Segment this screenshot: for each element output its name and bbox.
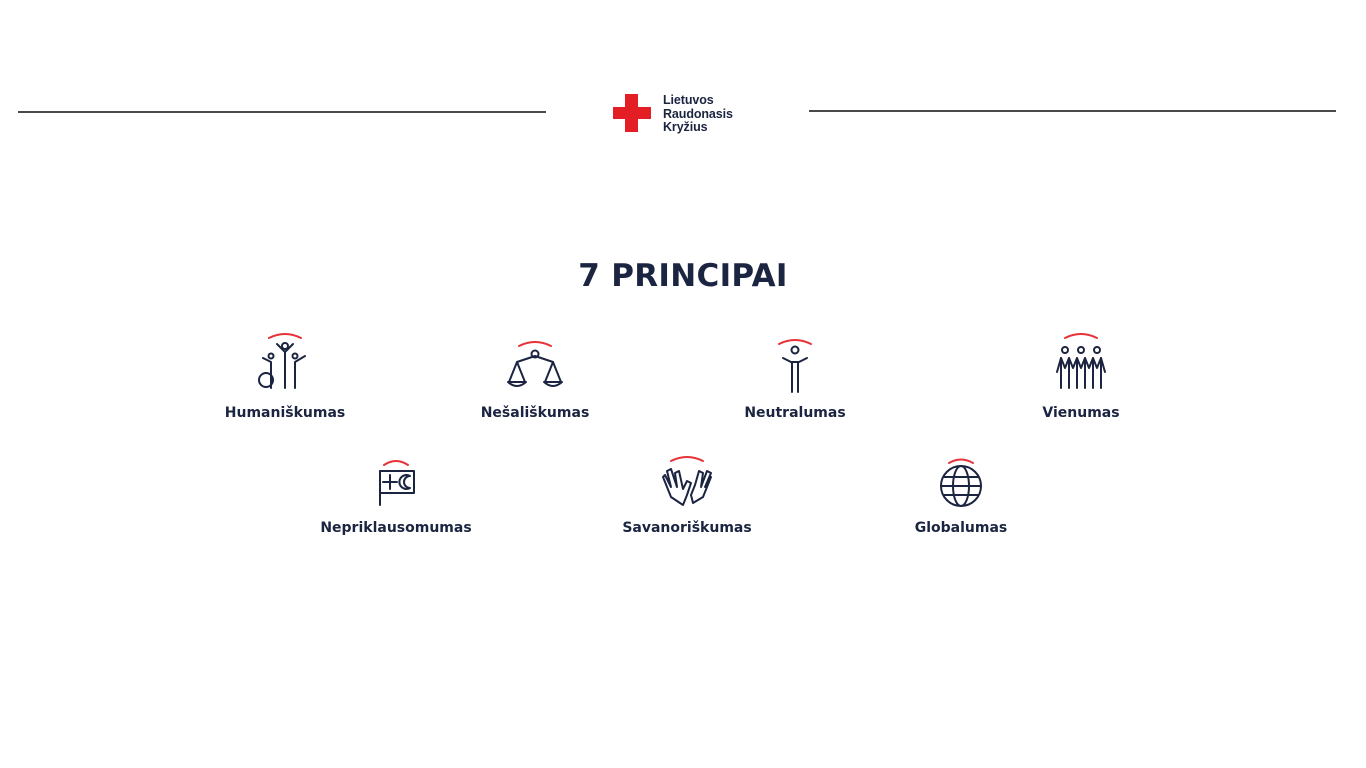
principle-label: Nešališkumas: [480, 405, 590, 421]
principle-label: Nepriklausomumas: [320, 520, 472, 536]
scales-icon: [505, 332, 565, 394]
principle-label: Vienumas: [1042, 405, 1120, 421]
raised-hands-icon: [657, 447, 717, 509]
flag-icon: [366, 447, 426, 509]
org-name-line-2: Raudonasis: [663, 106, 733, 121]
principle-humanity[interactable]: [185, 332, 385, 428]
principle-label: Neutralumas: [744, 405, 846, 421]
org-name: [663, 94, 733, 135]
header-rule-left: [18, 111, 546, 113]
principle-voluntary[interactable]: [587, 447, 787, 543]
three-people-icon: [1051, 332, 1111, 394]
globe-icon: [931, 447, 991, 509]
principle-independence[interactable]: [296, 447, 496, 543]
principle-label: Globalumas: [914, 520, 1008, 536]
principle-unity[interactable]: [981, 332, 1181, 428]
header-rule-right: [809, 110, 1336, 112]
org-name-line-3: Kryžius: [663, 120, 708, 134]
neutral-person-icon: [765, 332, 825, 394]
principle-universality[interactable]: [861, 447, 1061, 543]
principle-label: Humaniškumas: [224, 405, 346, 421]
red-cross-icon: [612, 93, 652, 133]
principle-label: Savanoriškumas: [622, 520, 752, 536]
page-title: 7 PRINCIPAI: [578, 258, 788, 294]
org-name-line-1: Lietuvos: [663, 93, 714, 107]
humanity-icon: [255, 332, 315, 394]
principle-impartiality[interactable]: [435, 332, 635, 428]
org-logo[interactable]: [612, 93, 752, 137]
principle-neutrality[interactable]: [695, 332, 895, 428]
